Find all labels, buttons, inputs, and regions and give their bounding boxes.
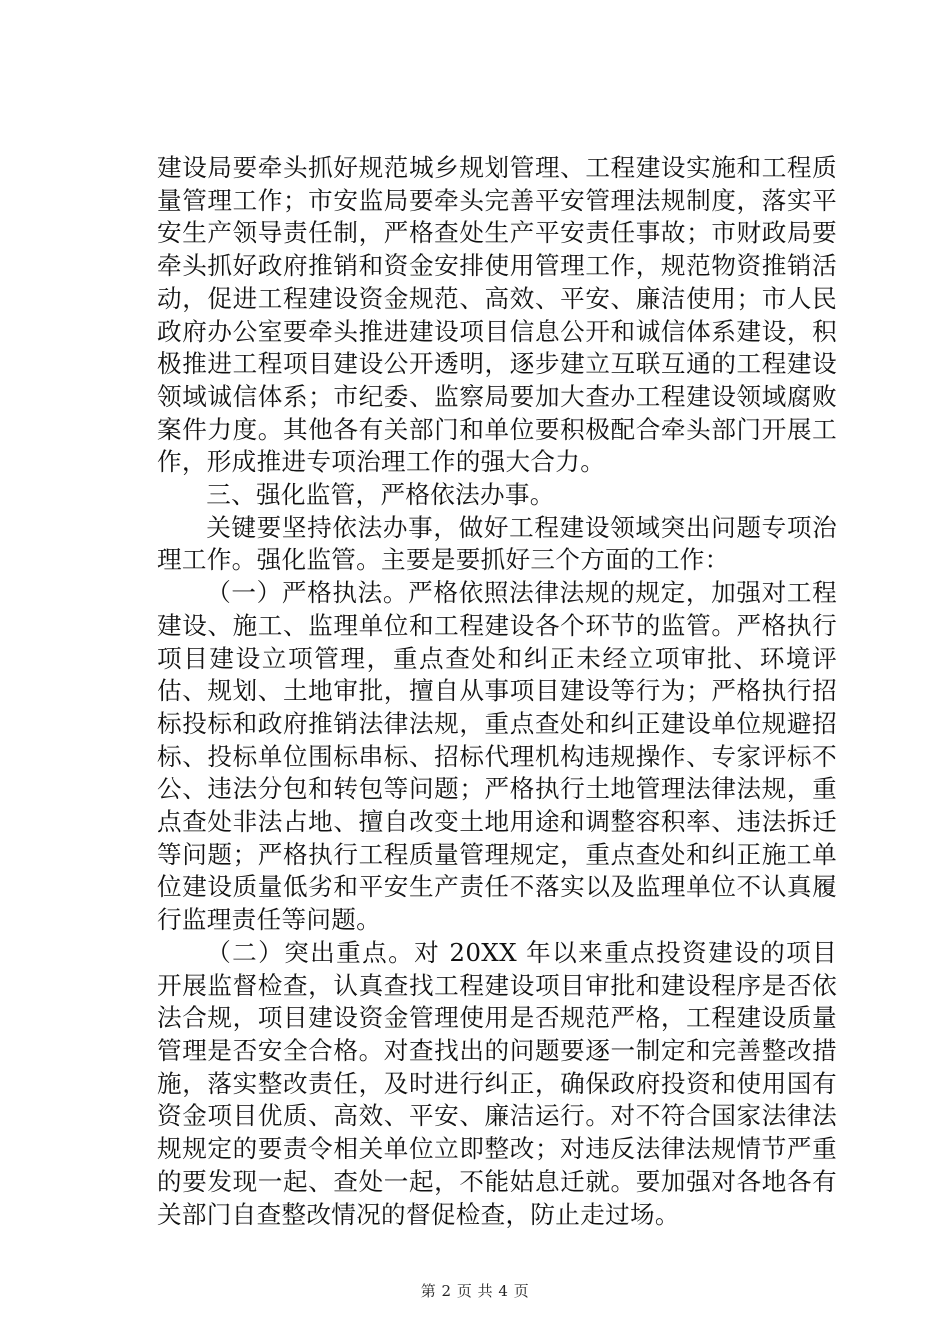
paragraph-item-2: （二）突出重点。对 20XX 年以来重点投资建设的项目开展监督检查，认真查找工程建设项目审批和建设程序是否依法合规，项目建设资金管理使用是否规范严格，工程建设质量管理是否安全合格。对查找出的问题要逐一制定和完善整改措施，落实整改责任，及时进行纠正，确保政府投资和使用国有资金项目优质、高效、平安、廉洁运行。对不符合国家法律法规规定的要责令相关单位立即整改；对违反法律法规情节严重的要发现一起、查处一起，不能姑息迁就。要加强对各地各有关部门自查整改情况的督促检查，防止走过场。 xyxy=(157,937,837,1229)
paragraph-responsibilities: 建设局要牵头抓好规范城乡规划管理、工程建设实施和工程质量管理工作；市安监局要牵头完善平安管理法规制度，落实平安生产领导责任制，严格查处生产平安责任事故；市财政局要牵头抓好政府推销和资金安排使用管理工作，规范物资推销活动，促进工程建设资金规范、高效、平安、廉洁使用；市人民政府办公室要牵头推进建设项目信息公开和诚信体系建设，积极推进工程项目建设公开透明，逐步建立互联互通的工程建设领域诚信体系；市纪委、监察局要加大查办工程建设领域腐败案件力度。其他各有关部门和单位要积极配合牵头部门开展工作，形成推进专项治理工作的强大合力。 xyxy=(157,153,837,477)
page-footer: 第 2 页 共 4 页 xyxy=(420,1282,530,1300)
document-body xyxy=(157,152,837,1231)
paragraph-intro: 关键要坚持依法办事，做好工程建设领域突出问题专项治理工作。强化监管。主要是要抓好三个方面的工作： xyxy=(157,512,837,575)
section-heading-3: 三、强化监管，严格依法办事。 xyxy=(206,480,555,510)
paragraph-item-1: （一）严格执法。严格依照法律法规的规定，加强对工程建设、施工、监理单位和工程建设各个环节的监管。严格执行项目建设立项管理，重点查处和纠正未经立项审批、环境评估、规划、土地审批，擅自从事项目建设等行为；严格执行招标投标和政府推销法律法规，重点查处和纠正建设单位规避招标、投标单位围标串标、招标代理机构违规操作、专家评标不公、违法分包和转包等问题；严格执行土地管理法律法规，重点查处非法占地、擅自改变土地用途和调整容积率、违法拆迁等问题；严格执行工程质量管理规定，重点查处和纠正施工单位建设质量低劣和平安生产责任不落实以及监理单位不认真履行监理责任等问题。 xyxy=(157,578,837,935)
